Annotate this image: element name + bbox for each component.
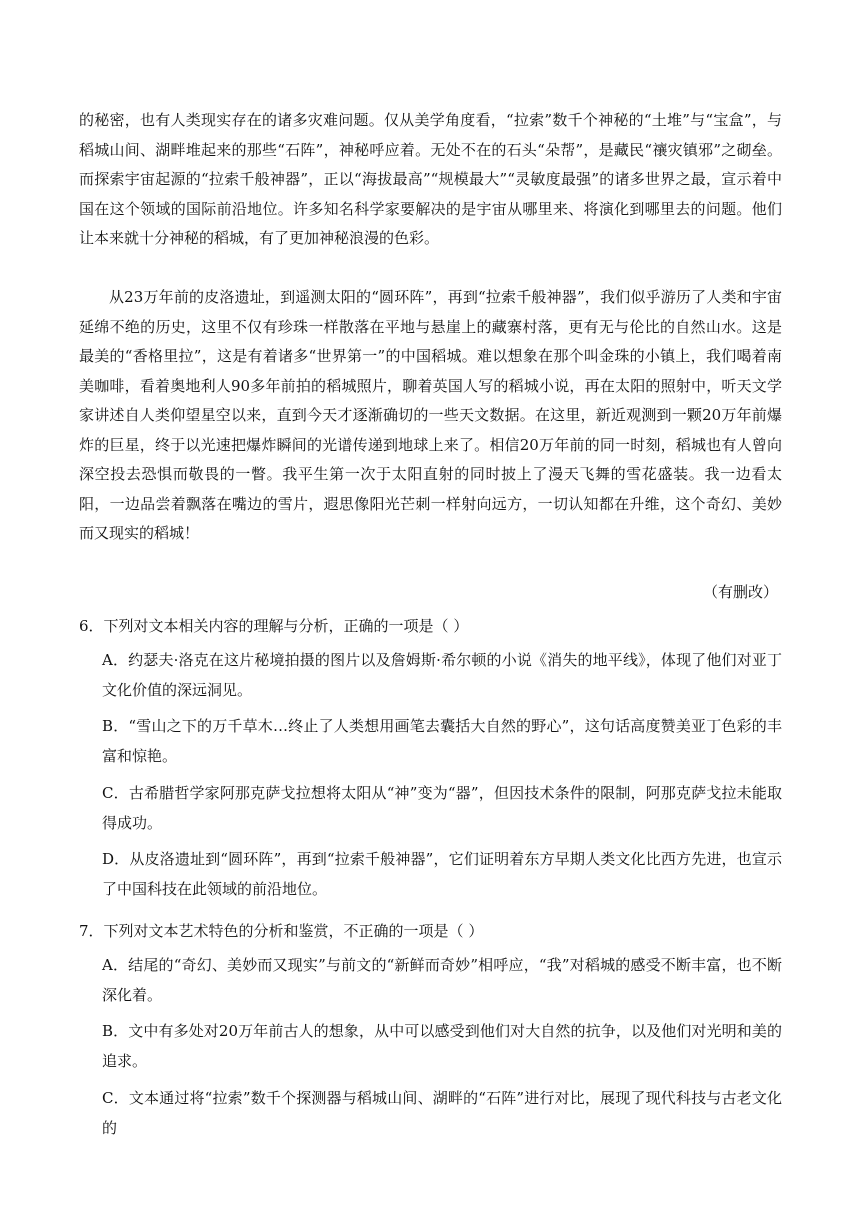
question-7-option-a: A．结尾的“奇幻、美妙而又现实”与前文的“新鲜而奇妙”相呼应，“我”对稻城的感受不断丰富，也不断深化着。: [102, 956, 782, 1004]
article-paragraph-1: 的秘密，也有人类现实存在的诸多灾难问题。仅从美学角度看，“拉索”数千个神秘的“土堆”与“宝盒”，与稻城山间、湖畔堆起来的那些“石阵”，神秘呼应着。无处不在的石头“朵帮”，是藏民“禳灾镇邪”之砌垒。而探索宇宙起源的“拉索千般神器”，正以“海拔最高”“规模最大”“灵敏度最强”的诸多世界之最，宣示着中国在这个领域的国际前沿地位。许多知名科学家要解决的是宇宙从哪里来、将演化到哪里去的问题。他们让本来就十分神秘的稻城，有了更加神秘浪漫的色彩。: [79, 111, 782, 247]
article-paragraph-2: 从23万年前的皮洛遗址，到遥测太阳的“圆环阵”，再到“拉索千般神器”，我们似乎游历了人类和宇宙延绵不绝的历史，这里不仅有珍珠一样散落在平地与悬崖上的藏寨村落，更有无与伦比的自然山水。这是最美的“香格里拉”，这是有着诸多“世界第一”的中国稻城。难以想象在那个叫金珠的小镇上，我们喝着南美咖啡，看着奥地利人90多年前拍的稻城照片，聊着英国人写的稻城小说，再在太阳的照射中，听天文学家讲述自人类仰望星空以来，直到今天才逐渐确切的一些天文数据。在这里，新近观测到一颗20万年前爆炸的巨星，终于以光速把爆炸瞬间的光谱传递到地球上来了。相信20万年前的同一时刻，稻城也有人曾向深空投去恐惧而敬畏的一瞥。我平生第一次于太阳直射的同时披上了漫天飞舞的雪花盛装。我一边看太阳，一边品尝着飘落在嘴边的雪片，遐思像阳光芒刺一样射向远方，一切认知都在升维，这个奇幻、美妙而又现实的稻城！: [79, 288, 782, 542]
source-note: （有删改）: [702, 583, 778, 601]
question-7-option-c: C．文本通过将“拉索”数千个探测器与稻城山间、湖畔的“石阵”进行对比，展现了现代科技与古老文化的: [102, 1089, 782, 1137]
question-6-option-c: C．古希腊哲学家阿那克萨戈拉想将太阳从“神”变为“器”，但因技术条件的限制，阿那克萨戈拉未能取得成功。: [102, 784, 782, 832]
question-6-stem: 6．下列对文本相关内容的理解与分析，正确的一项是（ ）: [79, 617, 469, 635]
question-6-option-d: D．从皮洛遗址到“圆环阵”，再到“拉索千般神器”，它们证明着东方早期人类文化比西方先进，也宣示了中国科技在此领域的前沿地位。: [102, 850, 782, 898]
question-7-option-b: B．文中有多处对20万年前古人的想象，从中可以感受到他们对大自然的抗争，以及他们对光明和美的追求。: [102, 1022, 782, 1070]
question-6-option-b: B．“雪山之下的万千草木…终止了人类想用画笔去囊括大自然的野心”，这句话高度赞美亚丁色彩的丰富和惊艳。: [102, 717, 782, 765]
question-6-option-a: A．约瑟夫·洛克在这片秘境拍摄的图片以及詹姆斯·希尔顿的小说《消失的地平线》，体现了他们对亚丁文化价值的深远洞见。: [102, 651, 782, 699]
question-7-stem: 7．下列对文本艺术特色的分析和鉴赏，不正确的一项是（ ）: [79, 922, 484, 940]
